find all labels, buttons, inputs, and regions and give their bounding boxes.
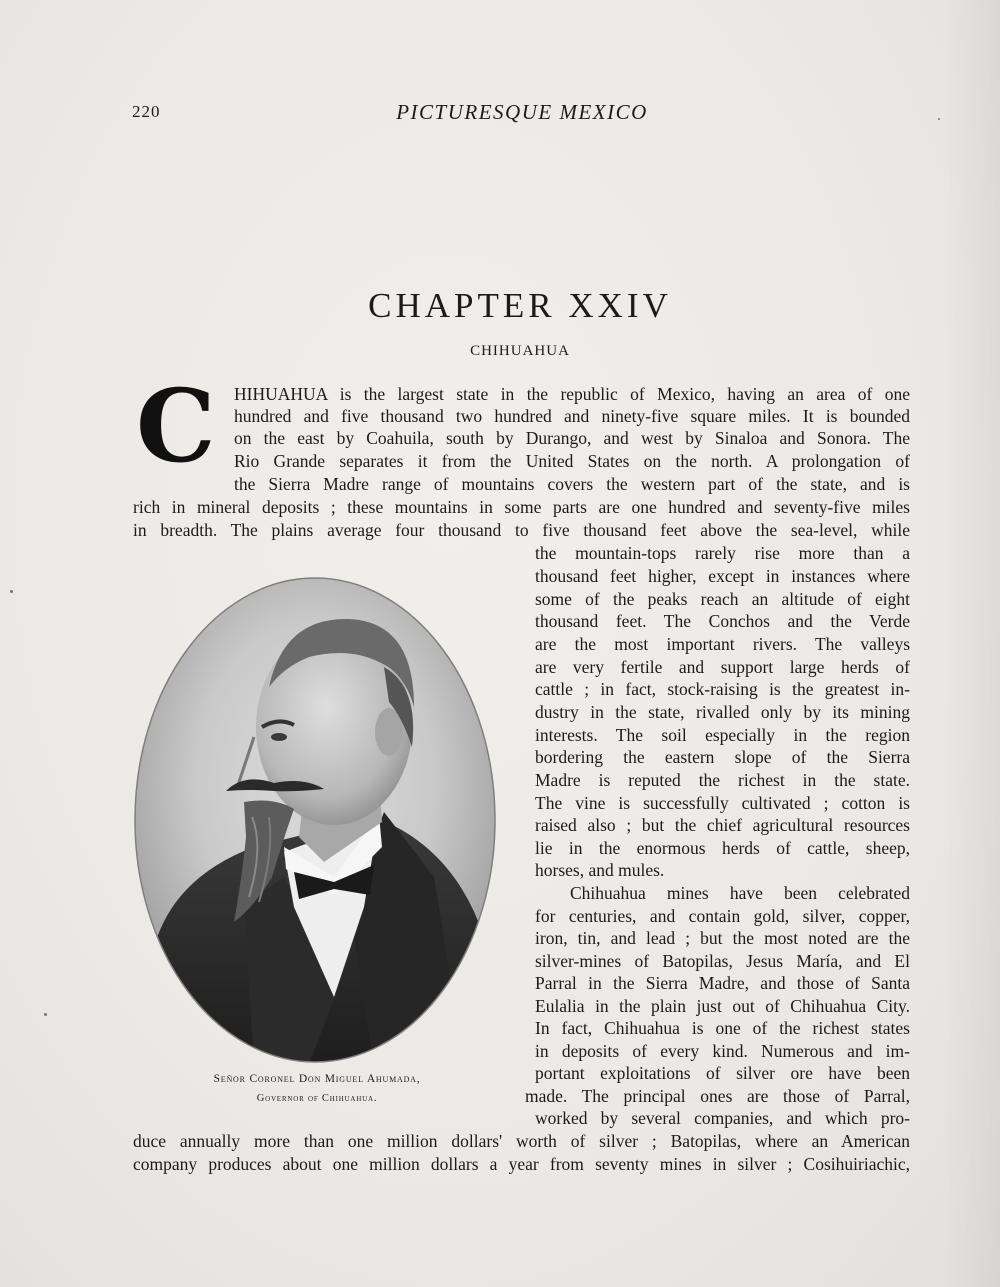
text-line: in deposits of every kind. Numerous and im- (535, 1041, 910, 1061)
text-line: cattle ; in fact, stock-raising is the greatest in- (535, 679, 910, 699)
paper-speck (938, 118, 940, 120)
text-line: dustry in the state, rivalled only by its mining (535, 702, 910, 722)
text-line: duce annually more than one million dollars' worth of silver ; Batopilas, where an American (133, 1131, 910, 1151)
text-line: thousand feet. The Conchos and the Verde (535, 611, 910, 631)
text-line: The vine is successfully cultivated ; cotton is (535, 793, 910, 813)
text-line: hundred and five thousand two hundred and ninety-five square miles. It is bounded (234, 406, 910, 426)
figure-caption-name: Señor Coronel Don Miguel Ahumada, (213, 1073, 421, 1085)
text-line: in breadth. The plains average four thousand to five thousand feet above the sea-level, while (133, 520, 910, 540)
chapter-title: CHAPTER XXIV (368, 286, 672, 325)
page-edge-shadow (942, 0, 1000, 1287)
text-line: company produces about one million dollars a year from seventy mines in silver ; Cosihuiriachic, (133, 1154, 910, 1174)
text-line: raised also ; but the chief agricultural resources (535, 815, 910, 835)
running-title: PICTURESQUE MEXICO (396, 100, 648, 124)
text-line: bordering the eastern slope of the Sierra (535, 747, 910, 767)
text-line: In fact, Chihuahua is one of the richest states (535, 1018, 910, 1038)
text-line: lie in the enormous herds of cattle, sheep, (535, 838, 910, 858)
text-line: for centuries, and contain gold, silver, copper, (535, 906, 910, 926)
text-line: worked by several companies, and which pro- (535, 1108, 910, 1128)
portrait-figure (134, 577, 496, 1064)
text-line: are the most important rivers. The valleys (535, 634, 910, 654)
text-line: the Sierra Madre range of mountains covers the western part of the state, and is (234, 474, 910, 494)
text-line: made. The principal ones are those of Parral, (525, 1086, 910, 1106)
text-line: silver-mines of Batopilas, Jesus María, and El (535, 951, 910, 971)
text-line: portant exploitations of silver ore have been (535, 1063, 910, 1083)
text-line: are very fertile and support large herds of (535, 657, 910, 677)
portrait-image (134, 577, 496, 1064)
text-line: some of the peaks reach an altitude of eight (535, 589, 910, 609)
page-header (132, 100, 912, 126)
text-line: iron, tin, and lead ; but the most noted are the (535, 928, 910, 948)
text-line: interests. The soil especially in the region (535, 725, 910, 745)
paper-speck (44, 1013, 47, 1016)
drop-cap: C (136, 367, 216, 485)
text-line: rich in mineral deposits ; these mountains in some parts are one hundred and seventy-five miles (133, 497, 910, 517)
chapter-subtitle: CHIHUAHUA (470, 343, 570, 359)
text-line: on the east by Coahuila, south by Durango, and west by Sinaloa and Sonora. The (234, 428, 910, 448)
paper-speck (10, 590, 13, 593)
text-line: Rio Grande separates it from the United States on the north. A prolongation of (234, 451, 910, 471)
text-line: Chihuahua mines have been celebrated (570, 883, 910, 903)
text-line: the mountain-tops rarely rise more than a (535, 543, 910, 563)
page-number: 220 (132, 102, 161, 121)
text-line: Eulalia in the plain just out of Chihuahua City. (535, 996, 910, 1016)
text-line: horses, and mules. (535, 860, 665, 880)
text-line: thousand feet higher, except in instances where (535, 566, 910, 586)
text-line: Madre is reputed the richest in the state. (535, 770, 910, 790)
text-line: HIHUAHUA is the largest state in the republic of Mexico, having an area of one (234, 384, 910, 404)
text-line: Parral in the Sierra Madre, and those of Santa (535, 973, 910, 993)
figure-caption-title: Governor of Chihuahua. (256, 1093, 378, 1104)
